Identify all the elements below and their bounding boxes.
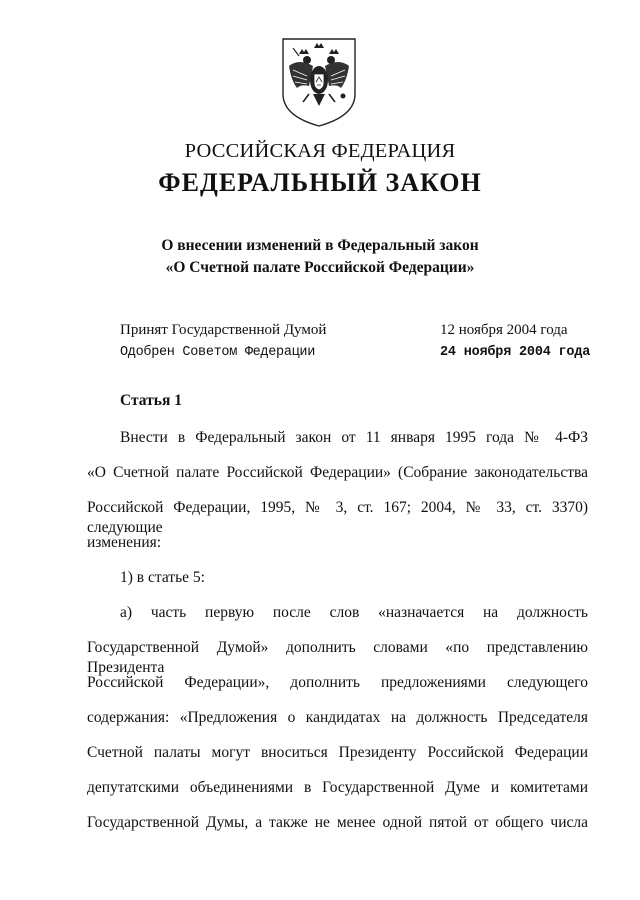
coat-of-arms-icon <box>279 36 359 128</box>
paragraph-line: изменения: <box>87 534 162 551</box>
paragraph-line: содержания: «Предложения о кандидатах на должность Председателя <box>87 709 588 726</box>
paragraph-line: а) часть первую после слов «назначается на должность <box>120 604 588 621</box>
paragraph-line: Государственной Думы, а также не менее одной пятой от общего числа <box>87 814 588 831</box>
paragraph-line: Российской Федерации, 1995, № 3, ст. 167; 2004, № 33, ст. 3370) следующие <box>87 499 588 536</box>
document-type: ФЕДЕРАЛЬНЫЙ ЗАКОН <box>158 168 482 197</box>
country-name: РОССИЙСКАЯ ФЕДЕРАЦИЯ <box>184 140 456 162</box>
paragraph-line: Российской Федерации», дополнить предложениями следующего <box>87 674 588 691</box>
adoption-date: 24 ноября 2004 года <box>440 345 591 360</box>
law-title-line: О внесении изменений в Федеральный закон <box>161 237 479 254</box>
paragraph-line: Счетной палаты могут вноситься Президенту Российской Федерации <box>87 744 588 761</box>
paragraph-line: Государственной Думой» дополнить словами «по представлению Президента <box>87 639 588 676</box>
law-title <box>0 235 640 279</box>
adoption-label: Одобрен Советом Федерации <box>120 345 316 360</box>
list-item: 1) в статье 5: <box>120 569 205 586</box>
article-heading: Статья 1 <box>120 392 182 409</box>
adoption-label: Принят Государственной Думой <box>120 322 327 338</box>
adoption-date: 12 ноября 2004 года <box>440 322 568 338</box>
law-title-line: «О Счетной палате Российской Федерации» <box>165 259 475 276</box>
paragraph-line: депутатскими объединениями в Государственной Думе и комитетами <box>87 779 588 796</box>
paragraph-line: «О Счетной палате Российской Федерации» (Собрание законодательства <box>87 464 588 481</box>
paragraph-line: Внести в Федеральный закон от 11 января 1995 года № 4-ФЗ <box>120 429 588 446</box>
